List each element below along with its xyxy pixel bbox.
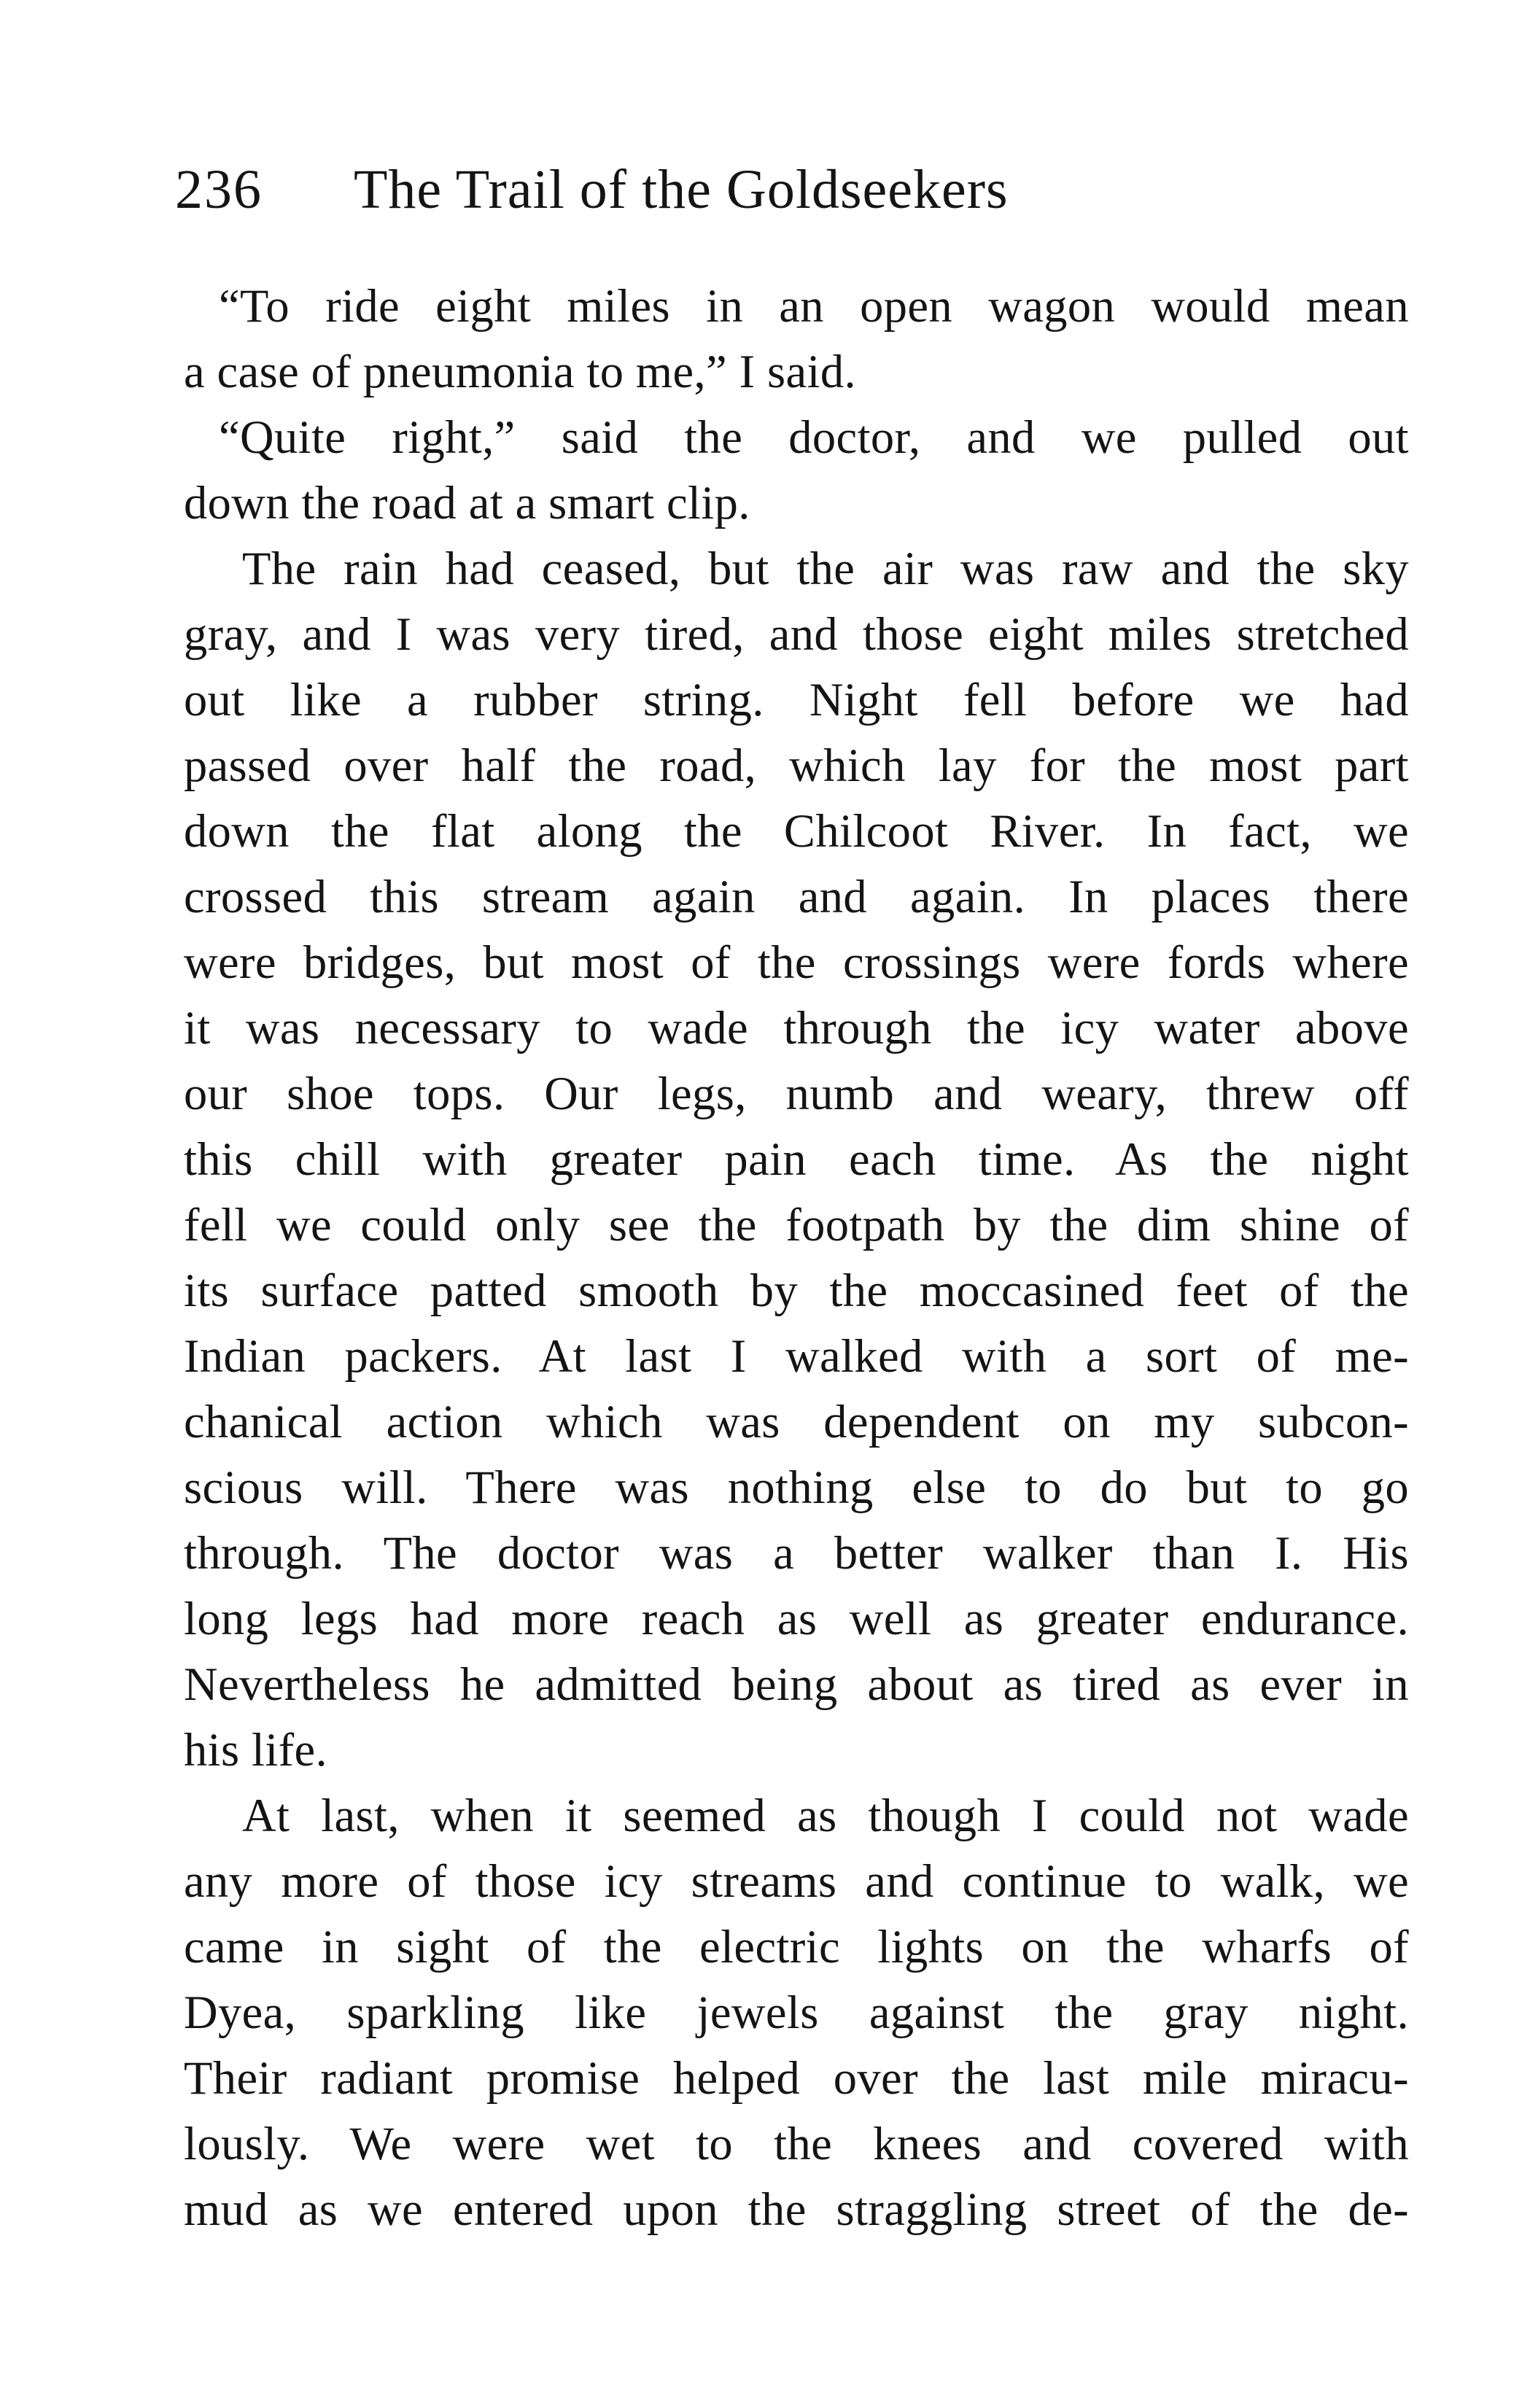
text-line: our shoe tops. Our legs, numb and weary, threw off: [184, 1068, 1409, 1119]
text-line: “Quite right,” said the doctor, and we pulled out: [219, 411, 1409, 463]
text-line: crossed this stream again and again. In places there: [184, 871, 1409, 923]
text-line: The rain had ceased, but the air was raw and the sky: [242, 543, 1409, 594]
text-line: down the road at a smart clip.: [184, 477, 750, 529]
text-line: Dyea, sparkling like jewels against the gray night.: [184, 1986, 1409, 2038]
text-line: out like a rubber string. Night fell before we had: [184, 674, 1409, 726]
text-line: At last, when it seemed as though I could not wade: [242, 1790, 1409, 1841]
page-number: 236: [175, 159, 263, 220]
text-line: scious will. There was nothing else to do but to go: [184, 1461, 1409, 1513]
text-line: were bridges, but most of the crossings were fords where: [184, 936, 1409, 988]
paragraph: [184, 273, 1409, 405]
text-line: mud as we entered upon the straggling street of the de-: [184, 2183, 1409, 2235]
paragraph: [184, 405, 1409, 536]
paragraph: [184, 1783, 1409, 2242]
text-line: “To ride eight miles in an open wagon would mean: [219, 280, 1409, 332]
book-title: The Trail of the Goldseekers: [354, 159, 1009, 220]
text-line: Their radiant promise helped over the last mile miracu-: [184, 2052, 1409, 2104]
text-line: passed over half the road, which lay for the most part: [184, 739, 1409, 791]
text-line: through. The doctor was a better walker than I. His: [184, 1527, 1409, 1579]
running-head: [175, 149, 1415, 230]
text-line: a case of pneumonia to me,” I said.: [184, 346, 857, 397]
text-line: Indian packers. At last I walked with a sort of me-: [184, 1330, 1409, 1382]
text-line: down the flat along the Chilcoot River. In fact, we: [184, 805, 1409, 857]
text-line: any more of those icy streams and continue to walk, we: [184, 1855, 1409, 1907]
text-line: its surface patted smooth by the moccasined feet of the: [184, 1265, 1409, 1316]
text-line: gray, and I was very tired, and those eight miles stretched: [184, 608, 1409, 660]
text-line: long legs had more reach as well as greater endurance.: [184, 1593, 1409, 1644]
text-line: fell we could only see the footpath by the dim shine of: [184, 1199, 1409, 1251]
text-line: it was necessary to wade through the icy water above: [184, 1002, 1409, 1054]
text-line: Nevertheless he admitted being about as tired as ever in: [184, 1658, 1409, 1710]
text-line: lously. We were wet to the knees and covered with: [184, 2118, 1409, 2170]
paragraph: [184, 536, 1409, 1783]
body-text: [184, 273, 1409, 2242]
text-line: this chill with greater pain each time. As the night: [184, 1133, 1409, 1185]
text-line: his life.: [184, 1724, 328, 1776]
text-line: came in sight of the electric lights on the wharfs of: [184, 1921, 1409, 1973]
text-line: chanical action which was dependent on my subcon-: [184, 1396, 1409, 1448]
